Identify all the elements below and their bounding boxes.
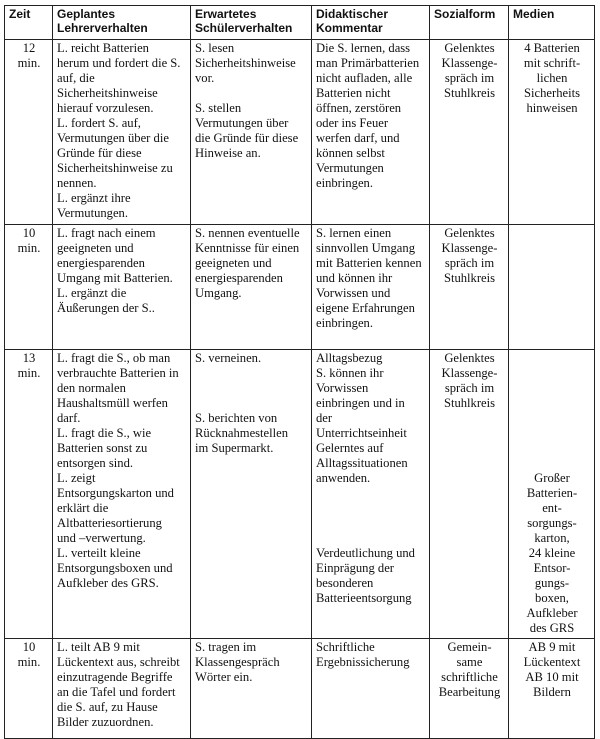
cell-text-line bbox=[513, 456, 591, 471]
cell-text-line: Batterien- bbox=[526, 486, 578, 500]
cell-text-line: Bilder zuzuordnen. bbox=[57, 715, 154, 729]
cell-text-line: Entsorgungskarton und bbox=[57, 486, 174, 500]
cell-text-line: werfen darf, und bbox=[316, 131, 400, 145]
cell-text-line: Batterieentsorgung bbox=[316, 591, 412, 605]
cell-text-line: erklärt die bbox=[57, 501, 109, 515]
cell-text-line: Klassengespräch bbox=[195, 655, 280, 669]
cell-text-line: des GRS bbox=[529, 621, 575, 635]
cell-text-line: energiesparenden bbox=[57, 256, 145, 270]
cell-sozialform bbox=[430, 639, 509, 739]
cell-text-line bbox=[195, 396, 308, 411]
cell-text-line: 10 bbox=[22, 640, 36, 654]
cell-text-line: sinnvollen Umgang bbox=[316, 241, 415, 255]
cell-text-line: Bildern bbox=[533, 685, 571, 699]
cell-schuelerverhalten bbox=[191, 639, 312, 739]
cell-text-line: Ergebnissicherung bbox=[316, 655, 410, 669]
cell-text-line: min. bbox=[17, 241, 41, 255]
cell-text-line: einbringen und in bbox=[316, 396, 405, 410]
cell-schuelerverhalten bbox=[191, 225, 312, 350]
cell-text-line: hierauf vorzulesen. bbox=[57, 101, 154, 115]
cell-text-line: 12 bbox=[22, 41, 36, 55]
cell-text-line: mit Batterien kennen bbox=[316, 256, 422, 270]
cell-text-line: vor. bbox=[195, 71, 215, 85]
cell-text-line: und –verwertung. bbox=[57, 531, 146, 545]
cell-text-line: Alltagssituationen bbox=[316, 456, 408, 470]
cell-text-line: und können ihr bbox=[316, 271, 393, 285]
cell-text-line: karton, bbox=[534, 531, 570, 545]
cell-text-line: min. bbox=[17, 655, 41, 669]
cell-kommentar bbox=[312, 225, 430, 350]
cell-zeit bbox=[5, 639, 53, 739]
cell-text-line: Gelerntes auf bbox=[316, 441, 384, 455]
cell-medien bbox=[509, 225, 595, 350]
cell-text-line: Bearbeitung bbox=[438, 685, 501, 699]
cell-text-line: anwenden. bbox=[316, 471, 371, 485]
cell-text-line: L. fordert S. auf, bbox=[57, 116, 141, 130]
cell-text-line: nicht aufladen, alle bbox=[316, 71, 413, 85]
cell-text-line: spräch im bbox=[444, 256, 495, 270]
cell-text-line: Gelenktes bbox=[444, 41, 495, 55]
cell-text-line: S. stellen bbox=[195, 101, 242, 115]
cell-text-line bbox=[316, 531, 426, 546]
header-kommentar: Didaktischer Kommentar bbox=[312, 6, 430, 40]
cell-text-line: Umgang. bbox=[195, 286, 242, 300]
cell-text-line bbox=[513, 381, 591, 396]
cell-text-line: entsorgen sind. bbox=[57, 456, 134, 470]
cell-text-line: Gelenktes bbox=[444, 351, 495, 365]
cell-text-line: Rücknahmestellen bbox=[195, 426, 289, 440]
header-lehrerverhalten: Geplantes Lehrerverhalten bbox=[53, 6, 191, 40]
cell-text-line bbox=[316, 501, 426, 516]
cell-medien bbox=[509, 40, 595, 225]
cell-text-line: L. verteilt kleine bbox=[57, 546, 141, 560]
header-schuelerverhalten: Erwartetes Schülerverhalten bbox=[191, 6, 312, 40]
cell-text-line bbox=[513, 396, 591, 411]
table-row bbox=[5, 225, 595, 350]
cell-text-line bbox=[513, 411, 591, 426]
cell-text-line bbox=[195, 366, 308, 381]
cell-text-line: Altbatteriesortierung bbox=[57, 516, 162, 530]
cell-text-line: im Supermarkt. bbox=[195, 441, 274, 455]
cell-text-line: same bbox=[456, 655, 483, 669]
cell-text-line: Vermutungen bbox=[316, 161, 384, 175]
header-medien: Medien bbox=[509, 6, 595, 40]
cell-text-line: Aufkleber bbox=[526, 606, 578, 620]
cell-text-line: geeigneten und bbox=[57, 241, 134, 255]
cell-zeit bbox=[5, 225, 53, 350]
cell-text-line: an die Tafel und fordert bbox=[57, 685, 176, 699]
cell-text-line: besonderen bbox=[316, 576, 374, 590]
cell-text-line: ent- bbox=[542, 501, 562, 515]
cell-text-line: schriftliche bbox=[441, 670, 498, 684]
cell-text-line: Sicherheitshinweise zu bbox=[57, 161, 173, 175]
header-zeit: Zeit bbox=[5, 6, 53, 40]
cell-text-line: S. können ihr bbox=[316, 366, 384, 380]
cell-text-line: Stuhlkreis bbox=[443, 396, 496, 410]
cell-sozialform bbox=[430, 225, 509, 350]
cell-lehrerverhalten bbox=[53, 639, 191, 739]
cell-text-line: energiesparenden bbox=[195, 271, 283, 285]
cell-text-line: Die S. lernen, dass bbox=[316, 41, 411, 55]
cell-schuelerverhalten bbox=[191, 350, 312, 639]
cell-text-line: hinweisen bbox=[526, 101, 578, 115]
cell-text-line: den normalen bbox=[57, 381, 126, 395]
cell-text-line: einbringen. bbox=[316, 176, 374, 190]
cell-text-line: Sicherheitshinweise bbox=[195, 56, 296, 70]
cell-medien bbox=[509, 639, 595, 739]
cell-text-line: Kenntnisse für einen bbox=[195, 241, 300, 255]
cell-text-line: min. bbox=[17, 56, 41, 70]
cell-text-line: L. fragt nach einem bbox=[57, 226, 156, 240]
cell-text-line: einbringen. bbox=[316, 316, 374, 330]
cell-text-line: Alltagsbezug bbox=[316, 351, 383, 365]
cell-text-line: mit schrift- bbox=[523, 56, 581, 70]
cell-text-line bbox=[195, 86, 308, 101]
cell-medien bbox=[509, 350, 595, 639]
cell-text-line: Wörter ein. bbox=[195, 670, 253, 684]
cell-text-line: L. reicht Batterien bbox=[57, 41, 149, 55]
cell-text-line: Entsorgungsboxen und bbox=[57, 561, 173, 575]
cell-text-line: spräch im bbox=[444, 71, 495, 85]
cell-text-line: verbrauchte Batterien in bbox=[57, 366, 179, 380]
cell-text-line: L. fragt die S., ob man bbox=[57, 351, 171, 365]
table-row bbox=[5, 639, 595, 739]
cell-text-line: öffnen, zerstören bbox=[316, 101, 402, 115]
cell-text-line bbox=[316, 486, 426, 501]
cell-text-line: eigene Erfahrungen bbox=[316, 301, 415, 315]
cell-text-line: einzutragende Begriffe bbox=[57, 670, 173, 684]
cell-text-line: oder ins Feuer bbox=[316, 116, 389, 130]
cell-text-line: Klassenge- bbox=[441, 241, 498, 255]
cell-text-line: Unterrichtseinheit bbox=[316, 426, 407, 440]
cell-text-line bbox=[513, 351, 591, 366]
cell-text-line bbox=[513, 441, 591, 456]
cell-text-line: lichen bbox=[536, 71, 568, 85]
lesson-plan-table bbox=[4, 5, 595, 739]
cell-text-line: darf. bbox=[57, 411, 81, 425]
cell-text-line: Stuhlkreis bbox=[443, 86, 496, 100]
cell-text-line: Vermutungen. bbox=[57, 206, 128, 220]
cell-text-line: Klassenge- bbox=[441, 366, 498, 380]
header-row bbox=[5, 6, 595, 40]
cell-text-line: Sicherheitshinweise bbox=[57, 86, 158, 100]
cell-kommentar bbox=[312, 40, 430, 225]
cell-text-line: Schriftliche bbox=[316, 640, 375, 654]
cell-text-line: Gemein- bbox=[447, 640, 492, 654]
cell-text-line: Verdeutlichung und bbox=[316, 546, 415, 560]
cell-text-line: S. verneinen. bbox=[195, 351, 262, 365]
cell-text-line: AB 10 mit bbox=[525, 670, 579, 684]
cell-text-line: S. lesen bbox=[195, 41, 235, 55]
cell-text-line: Einprägung der bbox=[316, 561, 394, 575]
cell-text-line: boxen, bbox=[535, 591, 569, 605]
cell-text-line: Vermutungen über bbox=[195, 116, 289, 130]
cell-text-line: herum und fordert die S. bbox=[57, 56, 181, 70]
table-row bbox=[5, 350, 595, 639]
cell-schuelerverhalten bbox=[191, 40, 312, 225]
cell-text-line: auf, die bbox=[57, 71, 95, 85]
cell-lehrerverhalten bbox=[53, 40, 191, 225]
cell-text-line: nennen. bbox=[57, 176, 97, 190]
cell-text-line: die Gründe für diese bbox=[195, 131, 299, 145]
cell-text-line: L. fragt die S., wie bbox=[57, 426, 152, 440]
cell-text-line: sorgungs- bbox=[527, 516, 577, 530]
cell-text-line: Batterien sonst zu bbox=[57, 441, 148, 455]
cell-text-line: können selbst bbox=[316, 146, 385, 160]
cell-text-line: 24 kleine bbox=[528, 546, 576, 560]
cell-text-line: Umgang mit Batterien. bbox=[57, 271, 173, 285]
cell-text-line: man Primärbatterien bbox=[316, 56, 420, 70]
cell-text-line: Hinweise an. bbox=[195, 146, 261, 160]
cell-text-line: 13 bbox=[22, 351, 36, 365]
cell-text-line: der bbox=[316, 411, 333, 425]
cell-text-line: AB 9 mit bbox=[528, 640, 576, 654]
cell-text-line: L. zeigt bbox=[57, 471, 96, 485]
cell-text-line: Großer bbox=[534, 471, 570, 485]
cell-text-line: gungs- bbox=[534, 576, 570, 590]
table-row bbox=[5, 40, 595, 225]
cell-text-line: L. teilt AB 9 mit bbox=[57, 640, 140, 654]
cell-text-line: Aufkleber des GRS. bbox=[57, 576, 159, 590]
table-body bbox=[5, 40, 595, 739]
cell-text-line: S. nennen eventuelle bbox=[195, 226, 300, 240]
cell-lehrerverhalten bbox=[53, 350, 191, 639]
cell-lehrerverhalten bbox=[53, 225, 191, 350]
cell-text-line: Vorwissen bbox=[316, 381, 369, 395]
cell-sozialform bbox=[430, 350, 509, 639]
cell-text-line: L. ergänzt ihre bbox=[57, 191, 131, 205]
cell-text-line: Gelenktes bbox=[444, 226, 495, 240]
cell-text-line: Sicherheits bbox=[524, 86, 580, 100]
cell-text-line: Haushaltsmüll werfen bbox=[57, 396, 168, 410]
cell-text-line: Gründe für diese bbox=[57, 146, 142, 160]
cell-text-line: Batterien nicht bbox=[316, 86, 391, 100]
cell-zeit bbox=[5, 350, 53, 639]
cell-text-line: Vermutungen über die bbox=[57, 131, 169, 145]
cell-text-line: Äußerungen der S.. bbox=[57, 301, 155, 315]
cell-text-line bbox=[513, 426, 591, 441]
cell-kommentar bbox=[312, 350, 430, 639]
cell-text-line: S. lernen einen bbox=[316, 226, 392, 240]
cell-text-line: S. tragen im bbox=[195, 640, 257, 654]
cell-text-line: L. ergänzt die bbox=[57, 286, 127, 300]
cell-text-line: 4 Batterien bbox=[524, 41, 580, 55]
cell-text-line: Vorwissen und bbox=[316, 286, 391, 300]
cell-text-line: min. bbox=[17, 366, 41, 380]
cell-text-line: die S. auf, zu Hause bbox=[57, 700, 158, 714]
cell-text-line: S. berichten von bbox=[195, 411, 278, 425]
cell-text-line: Klassenge- bbox=[441, 56, 498, 70]
cell-text-line: geeigneten und bbox=[195, 256, 272, 270]
cell-text-line: Lückentext aus, schreibt bbox=[57, 655, 180, 669]
cell-text-line bbox=[316, 516, 426, 531]
cell-text-line: spräch im bbox=[444, 381, 495, 395]
cell-kommentar bbox=[312, 639, 430, 739]
cell-sozialform bbox=[430, 40, 509, 225]
cell-text-line: Entsor- bbox=[533, 561, 571, 575]
cell-text-line bbox=[195, 381, 308, 396]
cell-text-line: 10 bbox=[22, 226, 36, 240]
cell-text-line: Stuhlkreis bbox=[443, 271, 496, 285]
cell-text-line bbox=[513, 366, 591, 381]
cell-text-line: Lückentext bbox=[523, 655, 581, 669]
header-sozialform: Sozialform bbox=[430, 6, 509, 40]
cell-zeit bbox=[5, 40, 53, 225]
